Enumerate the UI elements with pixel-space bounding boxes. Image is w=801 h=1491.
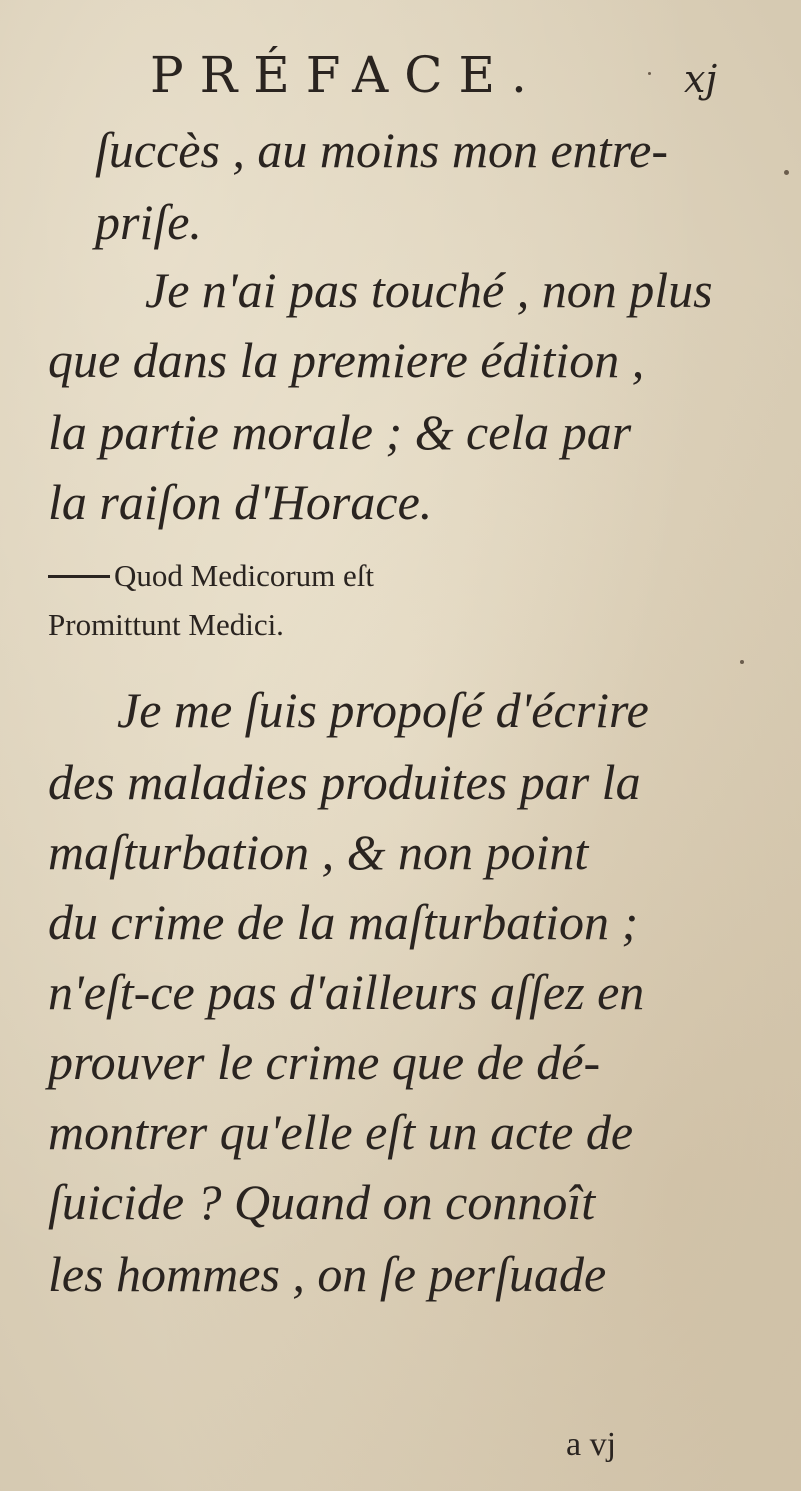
latin-quote-line bbox=[48, 556, 374, 596]
text-line: montrer qu'elle eſt un acte de bbox=[48, 1104, 634, 1160]
quote-text: Quod Medicorum eſt bbox=[114, 558, 375, 593]
running-title: PRÉFACE. bbox=[150, 46, 543, 104]
paper-speck bbox=[784, 170, 789, 175]
catchword-signature: a vj bbox=[566, 1426, 617, 1463]
text-line: Je me ſuis propoſé d'écrire bbox=[117, 682, 649, 738]
text-line: du crime de la maſturbation ; bbox=[48, 894, 639, 950]
page-number: xj bbox=[684, 57, 718, 101]
text-line: Je n'ai pas touché , non plus bbox=[145, 262, 713, 318]
text-line: priſe. bbox=[95, 194, 202, 250]
paper-speck bbox=[648, 72, 651, 75]
em-dash bbox=[48, 575, 110, 578]
text-line: que dans la premiere édition , bbox=[48, 332, 645, 388]
text-line: prouver le crime que de dé- bbox=[48, 1034, 601, 1090]
text-line: ſuicide ? Quand on connoît bbox=[48, 1174, 596, 1230]
paper-speck bbox=[740, 660, 744, 664]
text-line: la raiſon d'Horace. bbox=[48, 474, 433, 530]
text-line: les hommes , on ſe perſuade bbox=[48, 1246, 607, 1302]
text-line: maſturbation , & non point bbox=[48, 824, 589, 880]
page-header bbox=[0, 40, 801, 110]
text-line: la partie morale ; & cela par bbox=[48, 404, 632, 460]
text-line: n'eſt-ce pas d'ailleurs aſſez en bbox=[48, 964, 645, 1020]
text-line: ſuccès , au moins mon entre- bbox=[95, 122, 669, 178]
text-line: des maladies produites par la bbox=[48, 754, 641, 810]
latin-quote-line: Promittunt Medici. bbox=[48, 607, 284, 642]
